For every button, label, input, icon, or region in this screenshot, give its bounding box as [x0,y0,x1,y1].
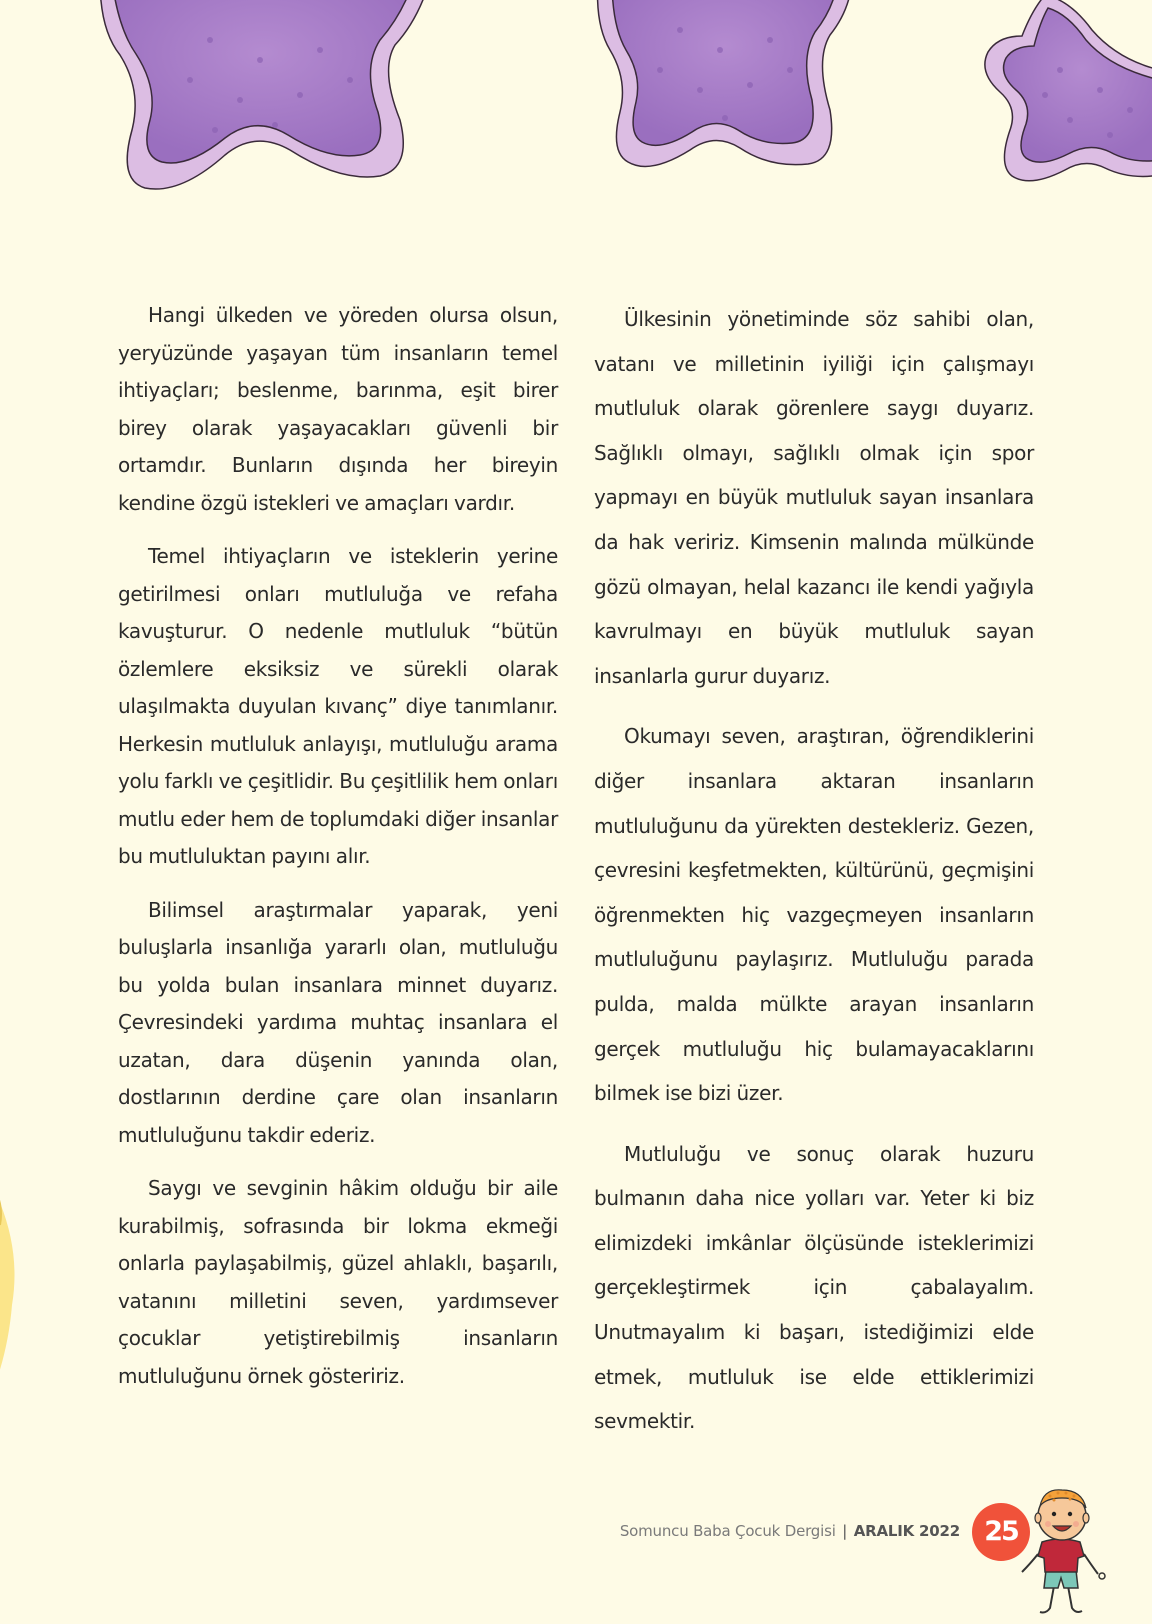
paragraph: Mutluluğu ve sonuç olarak huzuru bulmanın daha nice yolları var. Yeter ki biz elimizdeki imkânlar ölçüsünde isteklerimizi gerçekleştirmek için çabalayalım. Unutmayalım ki başarı, istediğimizi elde etmek, mutluluk ise elde ettiklerimizi sevmektir. [594,1141,1034,1434]
yellow-blob-decoration [0,1185,18,1415]
purple-star-icon [985,0,1152,181]
paragraph: Hangi ülkeden ve yöreden olursa olsun, yeryüzünde yaşayan tüm insanların temel ihtiyaçları; beslenme, barınma, eşit birer birey olarak yaşayacakları güvenli bir ortamdır. Bunların dışında her bireyin kendine özgü istekleri ve amaçları vardır. [118,303,558,515]
cartoon-kid-icon [1020,1478,1110,1618]
magazine-name: Somuncu Baba Çocuk Dergisi [619,1522,836,1540]
paragraph: Okumayı seven, araştıran, öğrendiklerini diğer insanlara aktaran insanların mutluluğunu da yürekten destekleriz. Gezen, çevresini keşfetmekten, kültürünü, geçmişini öğrenmekten hiç vazgeçmeyen insanların mutluluğunu paylaşırız. Mutluluğu parada pulda, malda mülkte arayan insanların gerçek mutluluğu hiç bulamayacaklarını bilmek ise bizi üzer. [594,724,1034,1106]
paragraph: Bilimsel araştırmalar yaparak, yeni buluşlarla insanlığa yararlı olan, mutluluğu bu yolda bulan insanlara minnet duyarız. Çevresindeki yardıma muhtaç insanlara el uzatan, dara düşenin yanında olan, dostlarının derdine çare olan insanların mutluluğunu takdir ederiz. [118,897,558,1147]
star-decorations [0,0,1152,200]
page-number: 25 [972,1503,1030,1561]
article-right-column [594,297,1034,1444]
paragraph: Ülkesinin yönetiminde söz sahibi olan, vatanı ve milletinin iyiliği için çalışmayı mutluluk olarak görenlere saygı duyarız. Sağlıklı olmayı, sağlıklı olmak için spor yapmayı en büyük mutluluk sayan insanlara da hak veririz. Kimsenin malında mülkünde gözü olmayan, helal kazancı ile kendi yağıyla kavrulmayı en büyük mutluluk sayan insanlarla gurur duyarız. [594,307,1034,688]
issue-date: ARALIK 2022 [853,1522,960,1540]
footer-separator: | [842,1522,848,1540]
purple-star-icon [100,0,430,189]
purple-star-icon [598,0,853,166]
paragraph: Saygı ve sevginin hâkim olduğu bir aile kurabilmiş, sofrasında bir lokma ekmeği onlarla paylaşabilmiş, güzel ahlaklı, başarılı, vatanını milletini seven, yardımsever çocuklar yetiştirebilmiş insanların mutluluğunu örnek gösteririz. [118,1176,558,1388]
paragraph: Temel ihtiyaçların ve isteklerin yerine getirilmesi onları mutluluğa ve refaha kavuşturur. O nedenle mutluluk “bütün özlemlere eksiksiz ve sürekli olarak ulaşılmakta duyulan kıvanç” diye tanımlanır. Herkesin mutluluk anlayışı, mutluluğu arama yolu farklı ve çeşitlidir. Bu çeşitlilik hem onları mutlu eder hem de toplumdaki diğer insanlar bu mutluluktan payını alır. [118,544,558,868]
page-footer [600,1522,960,1540]
article-left-column [118,297,558,1395]
